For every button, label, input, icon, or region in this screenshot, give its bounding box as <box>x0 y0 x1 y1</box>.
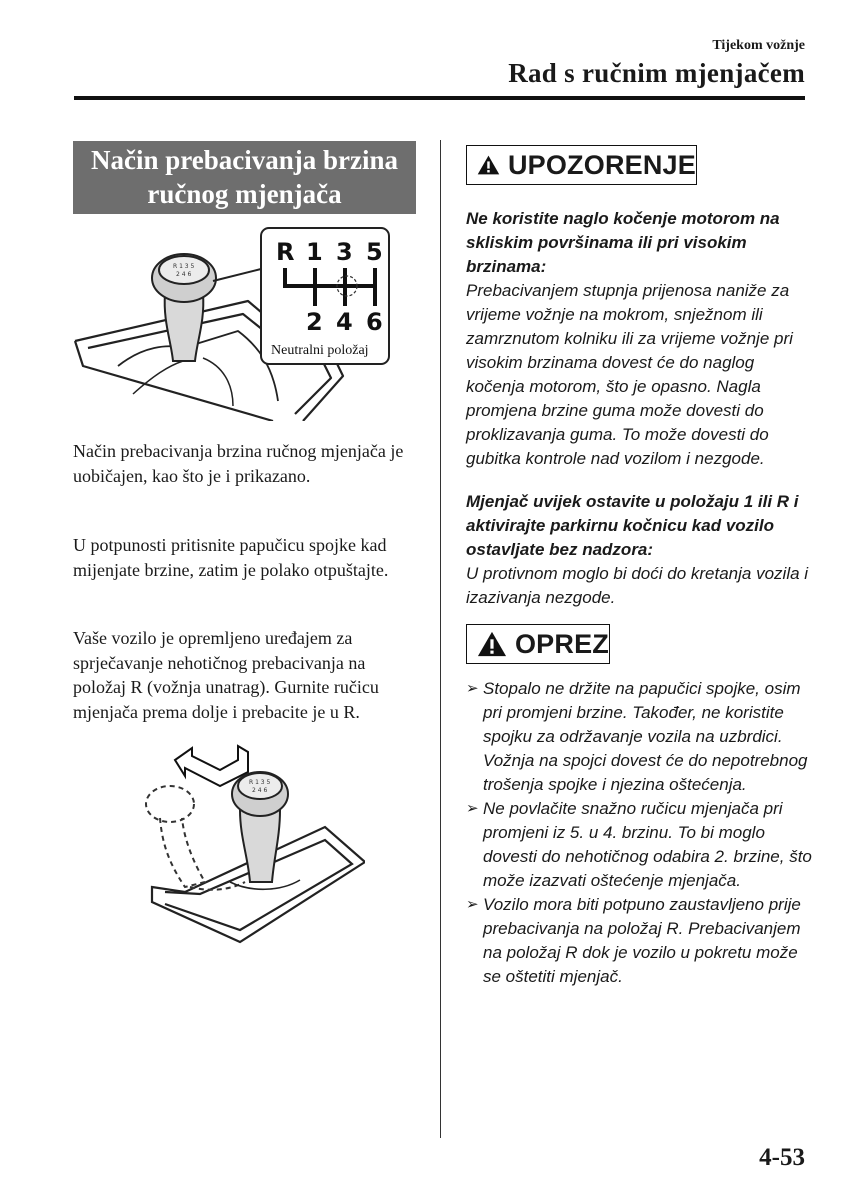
gear-label-5: 5 <box>366 238 383 266</box>
gear-label-3: 3 <box>336 238 353 266</box>
neutral-position-caption: Neutralni položaj <box>271 343 369 358</box>
caution-triangle-icon <box>477 630 507 658</box>
warning-1-body: Prebacivanjem stupnja prijenosa naniže za vrijeme vožnje na mokrom, snježnom ili zamrznutom kolniku ili za vrijeme vožnje pri visokim brzinama dovest će do naglog kočenja motorom, što je opasno. Nagla promjena brzine guma može dovesti do proklizavanja guma. To može dovesti do gubitka kontrole nad vozilom i nezgode. <box>466 281 793 468</box>
warning-item-2 <box>466 490 816 610</box>
reverse-knob-drawing <box>230 772 300 889</box>
header-rule <box>74 96 805 100</box>
gear-label-4: 4 <box>336 308 353 336</box>
gear-label-6: 6 <box>366 308 383 336</box>
svg-text:R 1 3 5: R 1 3 5 <box>249 779 271 786</box>
ghost-knob-drawing <box>146 786 245 890</box>
reverse-shift-illustration <box>130 742 365 947</box>
warning-1-title: Ne koristite naglo kočenje motorom na skliskim površinama ili pri visokim brzinama: <box>466 209 780 276</box>
section-label: Tijekom vožnje <box>712 38 805 53</box>
callout-line <box>213 269 261 281</box>
warning-2-body: U protivnom moglo bi doći do kretanja vozila i izazivanja nezgode. <box>466 564 809 607</box>
section-heading <box>73 141 416 214</box>
section-heading-line-1: Način prebacivanja brzina <box>90 145 398 175</box>
caution-item-2-text: Ne povlačite snažno ručicu mjenjača pri promjeni iz 5. u 4. brzinu. To bi moglo dovesti do nehotičnog odabira 2. brzine, što može izazvati oštećenje mjenjača. <box>483 799 812 890</box>
body-paragraph-2: U potpunosti pritisnite papučicu spojke kad mijenjate brzine, zatim je polako otpuštajte. <box>73 535 389 580</box>
page-number: 4-53 <box>759 1144 805 1171</box>
column-divider <box>440 140 441 1138</box>
caution-item-3 <box>466 893 816 989</box>
warning-banner <box>466 145 697 185</box>
shift-knob-drawing <box>152 254 216 361</box>
warning-label: UPOZORENJE <box>507 149 696 180</box>
bullet-arrow-icon: ➢ <box>466 896 479 913</box>
warning-2-title: Mjenjač uvijek ostavite u položaju 1 ili R i aktivirajte parkirnu kočnicu kad vozilo ostavljate bez nadzora: <box>466 492 799 559</box>
warning-triangle-icon <box>477 151 500 179</box>
warning-item-1 <box>466 207 816 471</box>
bullet-arrow-icon: ➢ <box>466 800 479 817</box>
caution-item-1 <box>466 677 816 797</box>
body-paragraph-3: Vaše vozilo je opremljeno uređajem za sprječavanje nehotičnog prebacivanja na položaj R (vožnja unatrag). Gurnite ručicu mjenjača prema dolje i prebacite je u R. <box>73 628 379 722</box>
caution-item-1-text: Stopalo ne držite na papučici spojke, osim pri promjeni brzine. Također, ne koristite spojku za održavanje vozila na uzbrdici. Vožnja na spojci dovest će do nepotrebnog trošenja spojke i njezina oštećenja. <box>483 679 808 794</box>
caution-label: OPREZ <box>514 628 609 659</box>
svg-text:2 4 6: 2 4 6 <box>252 787 268 794</box>
caution-list <box>466 677 816 989</box>
shift-pattern-bottom-labels <box>306 308 383 336</box>
caution-item-2 <box>466 797 816 893</box>
section-heading-line-2: ručnog mjenjača <box>147 179 342 209</box>
body-paragraph-1: Način prebacivanja brzina ručnog mjenjača je uobičajen, kao što je i prikazano. <box>73 441 404 486</box>
gear-label-1: 1 <box>306 238 323 266</box>
gear-label-r: R <box>276 238 295 266</box>
svg-text:2 4 6: 2 4 6 <box>176 271 192 278</box>
shift-pattern-illustration <box>73 226 418 421</box>
page-title: Rad s ručnim mjenjačem <box>508 58 805 88</box>
gear-label-2: 2 <box>306 308 323 336</box>
bullet-arrow-icon: ➢ <box>466 680 479 697</box>
caution-banner <box>466 624 610 664</box>
svg-text:R 1 3 5: R 1 3 5 <box>173 263 195 270</box>
caution-item-3-text: Vozilo mora biti potpuno zaustavljeno prije prebacivanja na položaj R. Prebacivanjem na položaj R dok je vozilo u pokretu može se oštetiti mjenjač. <box>483 895 801 986</box>
